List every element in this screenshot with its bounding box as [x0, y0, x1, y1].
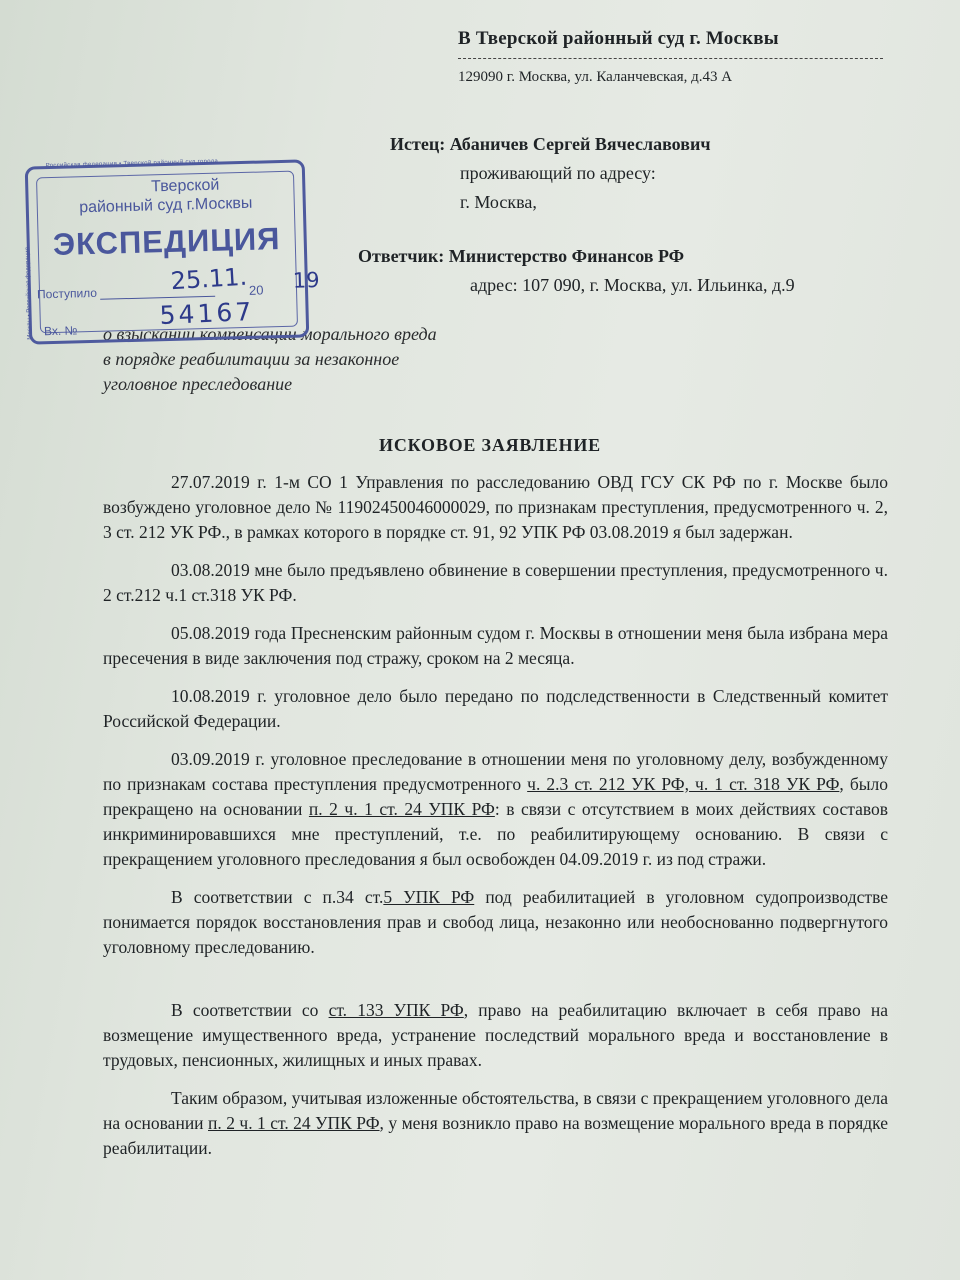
p6-law-reference: 5 УПК РФ	[383, 887, 475, 907]
defendant-block	[358, 242, 795, 300]
paragraph-3: 05.08.2019 года Пресненским районным судом г. Москвы в отношении меня была избрана мера пресечения в виде заключения под стражу, сроком на 2 месяца.	[103, 623, 888, 668]
p7-text-b: , право на реабилитацию включает в себя право на возмещение имущественного вреда, устранение последствий морального вреда и восстановление в трудовых, пенсионных, жилищных и иных правах.	[103, 1000, 888, 1070]
paragraph-5	[103, 747, 888, 872]
stamp-received-label: Поступило	[36, 285, 98, 302]
defendant-address: адрес: 107 090, г. Москва, ул. Ильинка, д.9	[470, 275, 795, 295]
paragraph-7	[103, 998, 888, 1073]
stamp-title: ЭКСПЕДИЦИЯ	[52, 221, 281, 262]
p7-text-a: В соответствии со	[171, 1000, 329, 1020]
stamp-court-line1: Тверской	[150, 176, 220, 196]
paragraph-1: 27.07.2019 г. 1-м СО 1 Управления по расследованию ОВД ГСУ СК РФ по г. Москве было возбуждено уголовное дело № 11902450046000029, по признакам преступления, предусмотренного ч. 2, 3 ст. 212 УК РФ., в рамках которого в порядке ст. 91, 92 УПК РФ 03.08.2019 я был задержан.	[103, 472, 888, 542]
paragraph-8	[103, 1086, 888, 1161]
p8-text-b: , у меня возникло право на возмещение морального вреда в порядке реабилитации.	[103, 1113, 888, 1158]
court-address: 129090 г. Москва, ул. Каланчевская, д.43 А	[458, 69, 733, 85]
document-body	[103, 470, 888, 1174]
defendant-name: Министерство Финансов РФ	[448, 246, 685, 266]
plaintiff-block	[390, 130, 710, 217]
court-title: В Тверской районный суд г. Москвы	[458, 28, 779, 49]
stamp-side-text: Москвы • Российская федерация	[24, 247, 34, 340]
p7-law-reference: ст. 133 УПК РФ	[328, 1000, 464, 1020]
stamp-court-line2: районный суд г.Москвы	[78, 194, 253, 217]
subject-line1: о взыскании компенсации морального вреда	[103, 324, 437, 344]
p5-law-reference-2: п. 2 ч. 1 ст. 24 УПК РФ	[308, 799, 495, 819]
paragraph-2: 03.08.2019 мне было предъявлено обвинение в совершении преступления, предусмотренного ч. 2 ст.212 ч.1 ст.318 УК РФ.	[103, 560, 888, 605]
p5-text-c: : в связи с отсутствием в моих действиях составов инкриминировавшихся мне преступлений, т.е. по реабилитирующему основанию. В связи с прекращением уголовного преследования я был освобожден 04.09.2019 г. из под стражи.	[103, 799, 888, 869]
stamp-in-number-label: Вх. №	[43, 323, 78, 339]
stamp-header-text: Российская федерация • Тверской районный суд города	[45, 158, 219, 170]
plaintiff-role: Истец:	[390, 134, 446, 154]
plaintiff-line3: г. Москва,	[460, 192, 537, 212]
p5-law-reference-1: ч. 2.3 ст. 212 УК РФ, ч. 1 ст. 318 УК РФ	[527, 774, 840, 794]
handwritten-date: 25.11.	[169, 262, 248, 296]
paragraph-6	[103, 885, 888, 960]
document-title: ИСКОВОЕ ЗАЯВЛЕНИЕ	[379, 435, 601, 455]
paragraph-4: 10.08.2019 г. уголовное дело было передано по подследственности в Следственный комитет Российской Федерации.	[103, 686, 888, 731]
p6-text-a: В соответствии с п.34 ст.	[171, 887, 384, 907]
subject-line2: в порядке реабилитации за незаконное	[103, 349, 400, 369]
p8-text-a: Таким образом, учитывая изложенные обстоятельства, в связи с прекращением уголовного дела на основании	[103, 1088, 888, 1133]
p8-law-reference: п. 2 ч. 1 ст. 24 УПК РФ	[208, 1113, 380, 1133]
court-header	[458, 28, 883, 86]
plaintiff-name: Абаничев Сергей Вячеславович	[449, 134, 711, 154]
court-divider	[458, 58, 883, 59]
stamp-year-prefix: 20	[248, 282, 264, 298]
p6-text-b: под реабилитацией в уголовном судопроизводстве понимается порядок восстановления прав и свобод лица, незаконно или необоснованно подвергнутого уголовному преследованию.	[103, 887, 888, 957]
p5-text-a: 03.09.2019 г. уголовное преследование в отношении меня по уголовному делу, возбужденному по признакам состава преступления предусмотренного	[103, 749, 888, 794]
defendant-role: Ответчик:	[358, 246, 445, 266]
court-stamp	[24, 158, 320, 344]
subject-line3: уголовное преследование	[103, 374, 293, 394]
handwritten-number: 54167	[159, 296, 255, 331]
p5-text-b: , было прекращено на основании	[103, 774, 888, 819]
plaintiff-line2: проживающий по адресу:	[460, 163, 656, 183]
handwritten-year: 19	[292, 268, 320, 293]
